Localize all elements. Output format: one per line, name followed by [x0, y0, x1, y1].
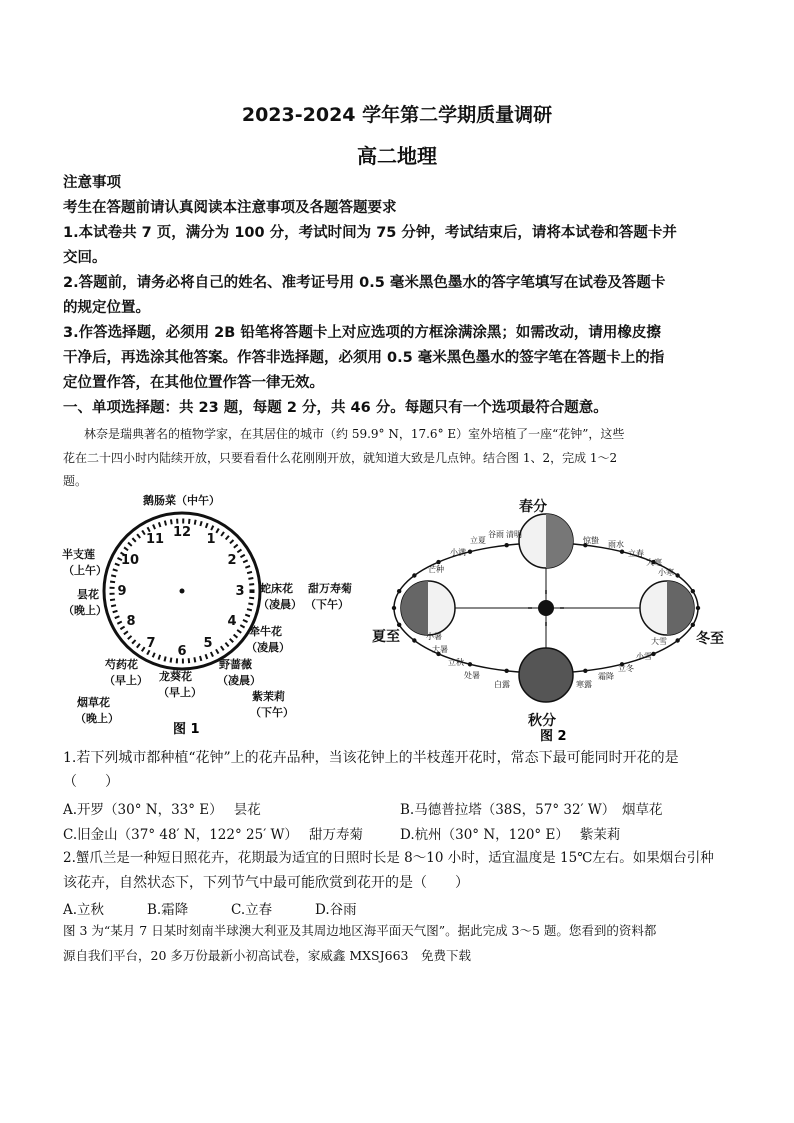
flower-r2-name: 甜万寿菊 — [308, 582, 352, 595]
subject-title: 高二地理 — [357, 144, 437, 168]
clock-num-8: 8 — [126, 614, 136, 629]
q1-option-b[interactable]: B.马德普拉塔（38S，57° 32′ W） 烟草花 — [400, 802, 663, 818]
q2-option-d[interactable]: D.谷雨 — [315, 902, 357, 918]
orbit-term-dot — [583, 669, 587, 673]
orbit-term-dot — [397, 623, 401, 627]
clock-num-5: 5 — [203, 636, 213, 651]
orbit-term-dot — [620, 550, 624, 554]
notice-subheading: 考生在答题前请认真阅读本注意事项及各题答题要求 — [63, 200, 397, 216]
orbit-term-dot — [691, 623, 695, 627]
flower-r3-name: 牵牛花 — [249, 625, 282, 638]
clock-num-11: 11 — [145, 532, 165, 547]
clock-num-10: 10 — [120, 553, 140, 568]
q3-intro: 图 3 为“某月 7 日某时刻南半球澳大利亚及其周边地区海平面天气图”。据此完成 3～5 题。您看到的资料都 — [63, 923, 657, 938]
flower-l1-name: 半支莲 — [62, 548, 95, 561]
notice-item-3-cont: 干净后，再选涂其他答案。作答非选择题，必须用 0.5 毫米黑色墨水的签字笔在答题卡上的指 — [63, 350, 665, 366]
sun-icon — [538, 600, 554, 616]
season-summer: 夏至 — [372, 629, 400, 645]
flower-r1-time: （凌晨） — [258, 598, 302, 611]
flower-top-label: 鹅肠菜（中午） — [143, 494, 220, 507]
flower-b2-name: 龙葵花 — [159, 670, 192, 683]
q1-option-c[interactable]: C.旧金山（37° 48′ N，122° 25′ W） 甜万寿菊 — [63, 827, 363, 843]
clock-center — [180, 589, 185, 594]
season-spring: 春分 — [519, 499, 547, 515]
flower-b3-time: （凌晨） — [217, 674, 261, 687]
term-xiaoman: 小满 — [450, 548, 466, 557]
intro-line-3: 题。 — [63, 474, 88, 488]
q2-stem: 2.蟹爪兰是一种短日照花卉，花期最为适宜的日照时长是 8～10 小时，适宜温度是 15℃左右。如果烟台引种 — [63, 850, 714, 866]
clock-num-7: 7 — [146, 636, 156, 651]
term-bailu: 白露 — [494, 680, 510, 689]
term-xiaoxue: 小雪 — [636, 652, 652, 661]
notice-item-1-cont: 交回。 — [63, 250, 107, 266]
source-note: 源自我们平台，20 多万份最新小初高试卷，家威鑫 MXSJ663 免费下载 — [63, 948, 471, 963]
season-autumn: 秋分 — [528, 713, 556, 729]
flower-r2-time: （下午） — [305, 598, 349, 611]
flower-b2-time: （早上） — [158, 686, 202, 699]
orbit-term-dot — [691, 589, 695, 593]
term-lidong: 立冬 — [618, 664, 634, 673]
flower-r3-time: （凌晨） — [246, 641, 290, 654]
term-dahan: 大寒 — [646, 558, 662, 567]
term-daxue: 大雪 — [651, 637, 667, 646]
orbit-term-dot — [675, 638, 679, 642]
flower-l2-time: （晚上） — [63, 604, 107, 617]
orbit-term-dot — [392, 606, 396, 610]
term-shuangjiang: 霜降 — [598, 672, 614, 681]
term-hanlu: 寒露 — [576, 680, 592, 689]
orbit-term-dot — [412, 573, 416, 577]
term-xiaoshu: 小暑 — [426, 632, 442, 641]
figure-2-caption: 图 2 — [540, 729, 567, 744]
orbit-term-dot — [504, 669, 508, 673]
notice-item-2: 2.答题前，请务必将自己的姓名、准考证号用 0.5 毫米黑色墨水的答字笔填写在试卷及答题卡 — [63, 275, 666, 291]
clock-num-2: 2 — [227, 553, 237, 568]
q1-option-d[interactable]: D.杭州（30° N，120° E） 紫茉莉 — [400, 827, 621, 843]
notice-item-1: 1.本试卷共 7 页，满分为 100 分，考试时间为 75 分钟，考试结束后，请将本试卷和答题卡并 — [63, 225, 677, 241]
q2-stem-cont: 该花卉，自然状态下，下列节气中最可能欣赏到花开的是（ ） — [63, 875, 469, 891]
orbit-term-dot — [468, 550, 472, 554]
orbit-term-dot — [504, 543, 508, 547]
figure-1-caption: 图 1 — [173, 722, 200, 737]
orbit-term-dot — [397, 589, 401, 593]
orbit-term-dot — [468, 662, 472, 666]
term-jingzhe: 惊蛰 — [583, 536, 599, 545]
orbit-term-dot — [696, 606, 700, 610]
section-heading: 一、单项选择题：共 23 题，每题 2 分，共 46 分。每题只有一个选项最符合题意。 — [63, 400, 608, 416]
notice-item-3-cont2: 定位置作答，在其他位置作答一律无效。 — [63, 375, 324, 391]
flower-l2-name: 昙花 — [77, 588, 99, 601]
term-chushu: 处暑 — [464, 671, 480, 680]
flower-b3-name: 野蔷薇 — [219, 658, 252, 671]
clock-num-9: 9 — [117, 584, 127, 599]
clock-num-1: 1 — [206, 532, 216, 547]
clock-num-4: 4 — [227, 614, 237, 629]
notice-item-2-cont: 的规定位置。 — [63, 300, 150, 316]
term-dashu: 大暑 — [432, 645, 448, 654]
term-guyu: 谷雨 — [488, 530, 504, 539]
q2-option-b[interactable]: B.霜降 — [147, 902, 189, 918]
term-xiaohan: 小寒 — [658, 568, 674, 577]
exam-title: 2023-2024 学年第二学期质量调研 — [241, 104, 553, 126]
flower-r1-name: 蛇床花 — [260, 582, 293, 595]
term-lixia: 立夏 — [470, 536, 486, 545]
orbit-term-dot — [436, 560, 440, 564]
season-winter: 冬至 — [696, 631, 724, 647]
term-lichun: 立春 — [628, 549, 644, 558]
intro-line-2: 花在二十四小时内陆续开放，只要看看什么花刚刚开放，就知道大致是几点钟。结合图 1、2，完成 1～2 — [63, 451, 618, 465]
figure-1-flower-clock — [55, 490, 375, 740]
q2-option-a[interactable]: A.立秋 — [63, 902, 105, 918]
flower-b5-name: 紫茉莉 — [252, 690, 285, 703]
flower-b1-time: （早上） — [104, 674, 148, 687]
q2-option-c[interactable]: C.立春 — [231, 902, 273, 918]
clock-num-12: 12 — [172, 525, 192, 540]
flower-b4-name: 烟草花 — [77, 696, 110, 709]
figure-2-solar-terms-orbit — [370, 495, 740, 745]
notice-heading: 注意事项 — [63, 175, 121, 191]
flower-l1-time: （上午） — [63, 564, 107, 577]
notice-item-3: 3.作答选择题，必须用 2B 铅笔将答题卡上对应选项的方框涂满涂黑；如需改动，请用橡皮擦 — [63, 325, 661, 341]
clock-num-3: 3 — [235, 584, 245, 599]
term-mangzhong: 芒种 — [428, 565, 444, 574]
q1-option-a[interactable]: A.开罗（30° N，33° E） 昙花 — [63, 802, 261, 818]
flower-b4-time: （晚上） — [75, 712, 119, 725]
orbit-term-dot — [412, 638, 416, 642]
orbit-term-dot — [675, 573, 679, 577]
intro-line-1: 林奈是瑞典著名的植物学家，在其居住的城市（约 59.9° N，17.6° E）室外培植了一座“花钟”，这些 — [84, 427, 625, 441]
clock-num-6: 6 — [177, 644, 187, 659]
flower-b1-name: 芍药花 — [105, 658, 138, 671]
term-liqiu: 立秋 — [448, 658, 464, 667]
flower-b5-time: （下午） — [250, 706, 294, 719]
q1-stem: 1.若下列城市都种植“花钟”上的花卉品种，当该花钟上的半枝莲开花时，常态下最可能同时开花的是 — [63, 750, 679, 766]
term-yushui: 雨水 — [608, 540, 624, 549]
term-qingming: 清明 — [506, 530, 522, 539]
earth-autumn-icon — [519, 648, 573, 702]
q1-blank: （ ） — [63, 774, 119, 790]
